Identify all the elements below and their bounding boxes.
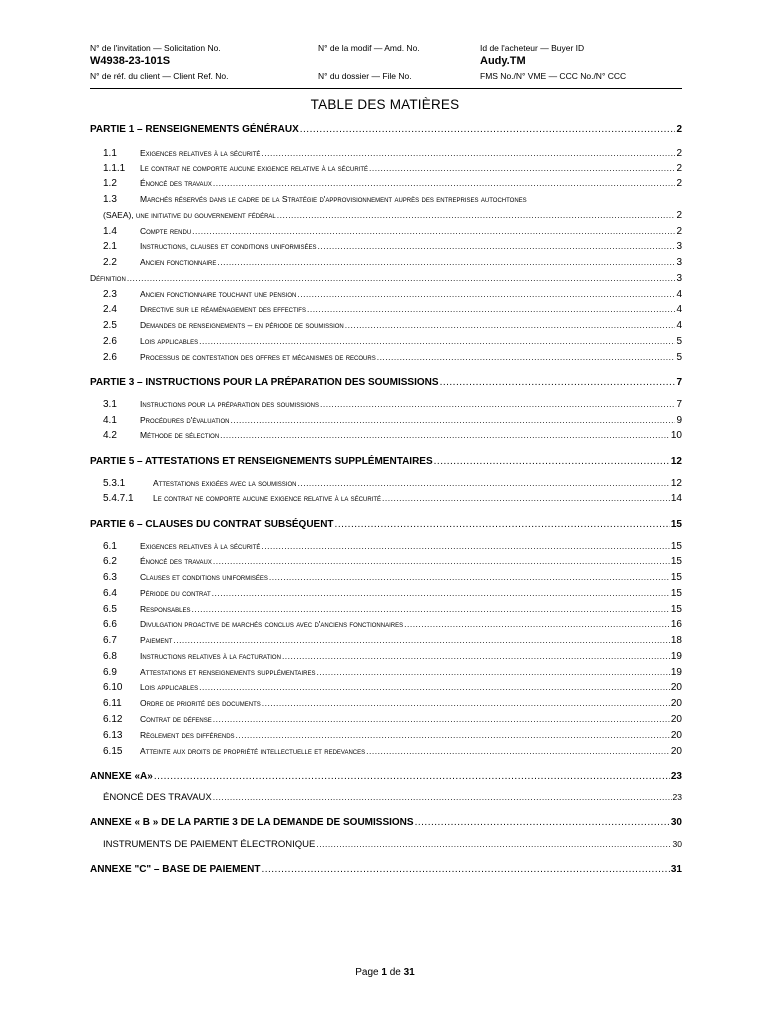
toc-page-number: 23 — [672, 792, 682, 802]
toc-page-number: 19 — [670, 667, 682, 678]
toc-leader-dots — [318, 241, 676, 251]
toc-page-number: 18 — [670, 635, 682, 646]
toc-part-row[interactable] — [90, 456, 682, 467]
header-rule — [90, 88, 682, 89]
amendment-label: N° de la modif — Amd. No. — [318, 43, 420, 53]
toc-row[interactable] — [90, 604, 682, 615]
toc-section-number: 5.3.1 — [103, 478, 126, 489]
toc-section-number: 2.6 — [103, 336, 117, 347]
toc-page-number: 31 — [670, 864, 682, 875]
toc-entry-text: PARTIE 1 – RENSEIGNEMENTS GÉNÉRAUX — [90, 124, 299, 135]
toc-row[interactable] — [90, 226, 682, 237]
toc-entry-text: Compte rendu — [140, 226, 192, 236]
toc-page-number: 2 — [676, 226, 682, 237]
toc-entry-text: Clauses et conditions uniformisées — [140, 572, 268, 582]
toc-section-number: 2.3 — [103, 289, 117, 300]
toc-leader-dots — [300, 124, 676, 135]
toc-section-number: 6.1 — [103, 541, 117, 552]
toc-entry-text: Paiement — [140, 635, 173, 645]
toc-leader-dots — [320, 399, 675, 409]
toc-page-number: 15 — [670, 572, 682, 583]
file-number-label: N° du dossier — File No. — [318, 71, 412, 81]
toc-entry-text: Exigences relatives à la sécurité — [140, 148, 261, 158]
toc-page-number: 20 — [670, 730, 682, 741]
toc-section-number: 6.11 — [103, 698, 122, 709]
toc-row[interactable] — [90, 493, 682, 504]
toc-page-number: 12 — [670, 456, 682, 467]
toc-entry-text: ANNEXE "C" – BASE DE PAIEMENT — [90, 864, 261, 875]
toc-leader-dots — [366, 746, 670, 756]
toc-leader-dots — [261, 148, 675, 158]
toc-section-number: 1.3 — [103, 194, 117, 205]
toc-row[interactable] — [90, 730, 682, 741]
toc-section-number: 6.13 — [103, 730, 123, 741]
toc-page-number: 15 — [670, 604, 682, 615]
toc-page-number: 20 — [670, 682, 682, 693]
toc-leader-dots — [297, 289, 675, 299]
toc-section-number: 6.15 — [103, 746, 123, 757]
toc-row[interactable] — [90, 682, 682, 693]
toc-part-row[interactable] — [90, 124, 682, 135]
toc-row[interactable] — [90, 541, 682, 552]
client-ref-label: N° de réf. du client — Client Ref. No. — [90, 71, 229, 81]
toc-entry-text: Énoncé des travaux — [140, 556, 212, 566]
toc-entry-text: Procédures d'évaluation — [140, 415, 230, 425]
toc-entry-text: Instructions pour la préparation des soumissions — [140, 399, 319, 409]
toc-leader-dots — [316, 667, 669, 677]
toc-row[interactable] — [90, 257, 682, 268]
toc-entry-text: PARTIE 5 – ATTESTATIONS ET RENSEIGNEMENTS SUPPLÉMENTAIRES — [90, 456, 433, 467]
toc-leader-dots — [282, 651, 670, 661]
toc-leader-dots — [440, 377, 676, 388]
toc-part-row[interactable] — [90, 519, 682, 530]
toc-entry-text: Lois applicables — [140, 336, 199, 346]
toc-page-number: 15 — [670, 541, 682, 552]
toc-entry-text: (SAEA), une initiative du gouvernement fédéral — [103, 210, 276, 220]
buyer-id-label: Id de l'acheteur — Buyer ID — [480, 43, 585, 53]
toc-entry-text: Ancien fonctionnaire — [140, 257, 217, 267]
toc-page-number: 12 — [670, 478, 682, 489]
toc-section-number: 1.1.1 — [103, 163, 126, 174]
toc-row[interactable] — [90, 415, 682, 426]
toc-leader-dots — [173, 635, 670, 645]
toc-row[interactable] — [90, 336, 682, 347]
toc-section-number: 6.3 — [103, 572, 117, 583]
toc-section-number: 1.2 — [103, 178, 117, 189]
toc-page-number: 23 — [670, 771, 682, 782]
toc-leader-dots — [307, 304, 675, 314]
toc-leader-dots — [236, 730, 670, 740]
toc-page-number: 2 — [676, 178, 682, 189]
toc-page-number: 2 — [676, 124, 682, 135]
toc-page-number: 30 — [672, 839, 682, 849]
toc-section-number: 6.4 — [103, 588, 117, 599]
toc-entry-text: Énoncé des travaux — [140, 178, 212, 188]
toc-part-row[interactable] — [90, 377, 682, 388]
toc-section-number: 2.6 — [103, 352, 117, 363]
toc-row[interactable] — [90, 163, 682, 174]
toc-section-number: 6.8 — [103, 651, 117, 662]
toc-row[interactable] — [90, 273, 682, 284]
toc-entry-text: Marchés réservés dans le cadre de la Stratégie d'approvisionnement auprès des entreprises autochtones — [140, 194, 527, 204]
toc-row[interactable] — [90, 667, 682, 678]
toc-row[interactable] — [90, 572, 682, 583]
toc-part-row[interactable] — [90, 817, 682, 828]
toc-leader-dots — [154, 771, 670, 782]
toc-entry-text: Méthode de sélection — [140, 430, 220, 440]
toc-entry-text: Responsables — [140, 604, 191, 614]
toc-section-number: 2.2 — [103, 257, 117, 268]
solicitation-number: W4938-23-101S — [90, 55, 171, 67]
toc-leader-dots — [262, 698, 670, 708]
toc-leader-dots — [345, 320, 676, 330]
toc-section-number: 6.12 — [103, 714, 123, 725]
toc-page-number: 9 — [676, 415, 682, 426]
toc-row[interactable] — [90, 399, 682, 410]
toc-leader-dots — [415, 817, 670, 828]
toc-entry-text: Instructions relatives à la facturation — [140, 651, 281, 661]
toc-entry-text: ÉNONCÉ DES TRAVAUX — [103, 792, 212, 803]
toc-page-number: 14 — [670, 493, 682, 504]
toc-page-number: 20 — [670, 698, 682, 709]
solicitation-label: N° de l'invitation — Solicitation No. — [90, 43, 221, 53]
toc-page-number: 10 — [670, 430, 682, 441]
toc-row[interactable] — [90, 635, 682, 646]
toc-entry-text: Instructions, clauses et conditions uniformisées — [140, 241, 317, 251]
toc-leader-dots — [213, 792, 672, 802]
toc-entry-text: Période du contrat — [140, 588, 211, 598]
toc-entry-text: ANNEXE «A» — [90, 771, 153, 782]
toc-row[interactable] — [90, 194, 682, 205]
toc-part-row[interactable] — [90, 771, 682, 782]
toc-section-number: 2.4 — [103, 304, 117, 315]
toc-leader-dots — [212, 588, 670, 598]
page-footer — [0, 967, 770, 978]
toc-page-number: 4 — [676, 304, 682, 315]
toc-entry-text: Attestations et renseignements supplémentaires — [140, 667, 316, 677]
toc-row[interactable] — [90, 839, 682, 850]
footer-page-word: Page — [355, 967, 379, 978]
toc-entry-text: Demandes de renseignements – en période de soumission — [140, 320, 344, 330]
toc-entry-text: Contrat de défense — [140, 714, 212, 724]
toc-entry-text: Exigences relatives à la sécurité — [140, 541, 261, 551]
toc-row[interactable] — [90, 588, 682, 599]
toc-entry-text: PARTIE 3 – INSTRUCTIONS POUR LA PRÉPARATION DES SOUMISSIONS — [90, 377, 439, 388]
toc-leader-dots — [404, 619, 670, 629]
toc-row[interactable] — [90, 304, 682, 315]
toc-section-number: 6.10 — [103, 682, 123, 693]
toc-section-number: 6.5 — [103, 604, 117, 615]
toc-page-number: 5 — [676, 352, 682, 363]
toc-leader-dots — [377, 352, 676, 362]
toc-leader-dots — [316, 839, 671, 849]
toc-row[interactable] — [90, 241, 682, 252]
toc-section-number: 3.1 — [103, 399, 117, 410]
toc-leader-dots — [369, 163, 675, 173]
toc-section-number: 6.2 — [103, 556, 117, 567]
toc-leader-dots — [213, 714, 670, 724]
toc-leader-dots — [192, 604, 670, 614]
toc-leader-dots — [382, 493, 670, 503]
toc-row[interactable] — [90, 430, 682, 441]
toc-row[interactable] — [90, 148, 682, 159]
toc-row[interactable] — [90, 289, 682, 300]
toc-leader-dots — [213, 556, 670, 566]
toc-page-number: 30 — [670, 817, 682, 828]
toc-page-number: 15 — [670, 519, 682, 530]
toc-entry-text: Règlement des différends — [140, 730, 235, 740]
toc-page-number: 3 — [676, 273, 682, 284]
toc-row[interactable] — [90, 320, 682, 331]
buyer-id: Audy.TM — [480, 55, 526, 67]
toc-page-number: 7 — [676, 399, 682, 410]
toc-page-number: 2 — [676, 163, 682, 174]
toc-page-number: 20 — [670, 714, 682, 725]
toc-row[interactable] — [90, 210, 682, 221]
toc-leader-dots — [217, 257, 675, 267]
toc-page-number: 4 — [676, 320, 682, 331]
toc-row[interactable] — [90, 556, 682, 567]
toc-entry-text: INSTRUMENTS DE PAIEMENT ÉLECTRONIQUE — [103, 839, 316, 850]
toc-entry-text: Le contrat ne comporte aucune exigence relative à la sécurité — [153, 493, 382, 503]
toc-leader-dots — [213, 178, 676, 188]
toc-page-number: 3 — [676, 257, 682, 268]
toc-leader-dots — [199, 682, 670, 692]
toc-section-number: 2.5 — [103, 320, 117, 331]
toc-page-number: 15 — [670, 588, 682, 599]
page-title: TABLE DES MATIÈRES — [310, 97, 460, 112]
toc-leader-dots — [261, 864, 669, 875]
toc-entry-text: Ancien fonctionnaire touchant une pension — [140, 289, 297, 299]
toc-page-number: 7 — [676, 377, 682, 388]
toc-page-number: 19 — [670, 651, 682, 662]
toc-leader-dots — [127, 273, 676, 283]
toc-leader-dots — [199, 336, 675, 346]
toc-entry-text: Le contrat ne comporte aucune exigence relative à la sécurité — [140, 163, 369, 173]
toc-entry-text: Divulgation proactive de marchés conclus avec d'anciens fonctionnaires — [140, 619, 404, 629]
toc-row[interactable] — [90, 746, 682, 757]
toc-section-number: 1.4 — [103, 226, 117, 237]
toc-row[interactable] — [90, 352, 682, 363]
toc-leader-dots — [297, 478, 669, 488]
footer-page-total: 31 — [403, 967, 415, 978]
toc-leader-dots — [261, 541, 670, 551]
toc-entry-text: Définition — [90, 273, 126, 283]
toc-section-number: 4.1 — [103, 415, 117, 426]
toc-entry-text: Processus de contestation des offres et mécanismes de recours — [140, 352, 376, 362]
toc-leader-dots — [192, 226, 675, 236]
fms-ccc-label: FMS No./N° VME — CCC No./N° CCC — [480, 71, 627, 81]
toc-row[interactable] — [90, 651, 682, 662]
toc-section-number: 2.1 — [103, 241, 117, 252]
toc-section-number: 1.1 — [103, 148, 117, 159]
toc-page-number: 2 — [676, 148, 682, 159]
toc-entry-text: Ordre de priorité des documents — [140, 698, 261, 708]
toc-entry-text: Directive sur le réaménagement des effectifs — [140, 304, 306, 314]
toc-leader-dots — [335, 519, 670, 530]
footer-of-word: de — [389, 967, 401, 978]
toc-leader-dots — [434, 456, 670, 467]
toc-leader-dots — [220, 430, 670, 440]
toc-section-number: 6.7 — [103, 635, 117, 646]
toc-entry-text: Lois applicables — [140, 682, 199, 692]
toc-row[interactable] — [90, 178, 682, 189]
toc-leader-dots — [230, 415, 675, 425]
footer-page-number: 1 — [381, 967, 387, 978]
toc-page-number: 3 — [676, 241, 682, 252]
toc-row[interactable] — [90, 698, 682, 709]
toc-leader-dots — [269, 572, 670, 582]
toc-row[interactable] — [90, 714, 682, 725]
toc-page-number: 4 — [676, 289, 682, 300]
toc-page-number: 15 — [670, 556, 682, 567]
toc-leader-dots — [277, 210, 676, 220]
toc-entry-text: PARTIE 6 – CLAUSES DU CONTRAT SUBSÉQUENT — [90, 519, 334, 530]
toc-part-row[interactable] — [90, 864, 682, 875]
toc-row[interactable] — [90, 478, 682, 489]
toc-entry-text: ANNEXE « B » DE LA PARTIE 3 DE LA DEMANDE DE SOUMISSIONS — [90, 817, 414, 828]
toc-section-number: 5.4.7.1 — [103, 493, 134, 504]
toc-row[interactable] — [90, 619, 682, 630]
toc-page-number: 2 — [676, 210, 682, 221]
toc-row[interactable] — [90, 792, 682, 803]
toc-section-number: 6.6 — [103, 619, 117, 630]
toc-entry-text: Attestations exigées avec la soumission — [153, 478, 297, 488]
toc-page-number: 16 — [670, 619, 682, 630]
toc-section-number: 4.2 — [103, 430, 117, 441]
toc-page-number: 5 — [676, 336, 682, 347]
toc-section-number: 6.9 — [103, 667, 117, 678]
toc-page-number: 20 — [670, 746, 682, 757]
toc-entry-text: Atteinte aux droits de propriété intellectuelle et redevances — [140, 746, 366, 756]
